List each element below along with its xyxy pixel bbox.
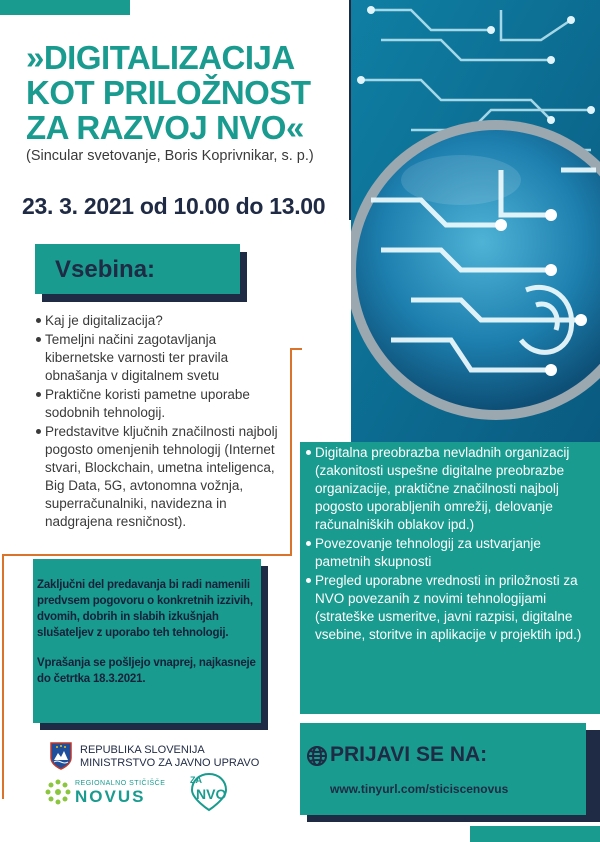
section-title: Vsebina: bbox=[55, 256, 156, 283]
title-line-3: ZA RAZVOJ NVO« bbox=[26, 109, 304, 146]
gov-logo-line-1: REPUBLIKA SLOVENIJA bbox=[80, 744, 205, 756]
event-date: 23. 3. 2021 od 10.00 do 13.00 bbox=[22, 193, 326, 219]
speaker-subtitle: (Sincular svetovanje, Boris Koprivnikar, s. p.) bbox=[26, 148, 314, 164]
event-title bbox=[26, 40, 346, 145]
list-item: Pregled uporabne vrednosti in priložnosti za NVO povezanih z novimi tehnologijami (strateške usmeritve, javni razpisi, digitalne vsebine, storitve in aplikacije v projektih ipd.) bbox=[306, 572, 596, 644]
title-line-1: »DIGITALIZACIJA bbox=[26, 39, 295, 76]
orange-connector-line bbox=[2, 554, 292, 556]
top-accent-bar bbox=[0, 0, 130, 15]
globe-icon bbox=[306, 745, 328, 767]
gov-logo-line-2: MINISTRSTVO ZA JAVNO UPRAVO bbox=[80, 757, 260, 769]
accent-vertical-line bbox=[349, 0, 351, 220]
note-paragraph-2: Vprašanja se pošljejo vnaprej, najkasneje do četrtka 18.3.2021. bbox=[37, 657, 256, 685]
register-link[interactable]: www.tinyurl.com/sticiscenovus bbox=[330, 782, 509, 796]
register-box bbox=[300, 723, 586, 815]
list-item: Temeljni načini zagotavljanja kibernetske varnosti ter pravila obnašanja v digitalnem svetu bbox=[36, 331, 286, 385]
note-text bbox=[37, 577, 259, 701]
list-item: Digitalna preobrazba nevladnih organizacij (zakonitosti uspešne digitalne preobrazbe organizacije, praktične značilnosti najbolj pogosto uporabljenih omrežij, delovanje računalniških oblakov ipd.) bbox=[306, 444, 596, 534]
novus-logo-wordmark: NOVUS bbox=[75, 787, 146, 806]
list-item: Praktične koristi pametne uporabe sodobnih tehnologij. bbox=[36, 386, 286, 422]
novus-logo-tagline: REGIONALNO STIČIŠČE bbox=[75, 780, 166, 787]
novus-star-icon bbox=[44, 778, 72, 806]
topics-list-left bbox=[36, 312, 286, 532]
note-paragraph-1: Zaključni del predavanja bi radi namenili predvsem pogovoru o konkretnih izzivih, dvomih, dobrih in slabih izkušnjah slušateljev z uporabo teh tehnologij. bbox=[37, 579, 253, 639]
orange-connector-line bbox=[2, 554, 4, 799]
orange-connector-line bbox=[290, 348, 292, 554]
bottom-accent-bar bbox=[470, 826, 600, 842]
topics-list-right bbox=[306, 444, 596, 645]
zanvo-logo-nvo: NVO bbox=[196, 786, 227, 802]
slovenia-coat-of-arms-icon bbox=[50, 742, 72, 770]
list-item: Predstavitve ključnih značilnosti najbolj pogosto omenjenih tehnologij (Internet stvari, Blockchain, umetna inteligenca, Big Data, 5G, avtonomna vožnja, superračunalniki, navidezna in nadgrajena resničnost). bbox=[36, 423, 286, 531]
title-line-2: KOT PRILOŽNOST bbox=[26, 74, 311, 111]
circuit-magnifier-image bbox=[351, 0, 600, 442]
list-item: Povezovanje tehnologij za ustvarjanje pametnih skupnosti bbox=[306, 535, 596, 571]
zanvo-logo-za: ZA bbox=[190, 775, 202, 785]
list-item: Kaj je digitalizacija? bbox=[36, 312, 286, 330]
register-title: PRIJAVI SE NA: bbox=[330, 743, 488, 766]
